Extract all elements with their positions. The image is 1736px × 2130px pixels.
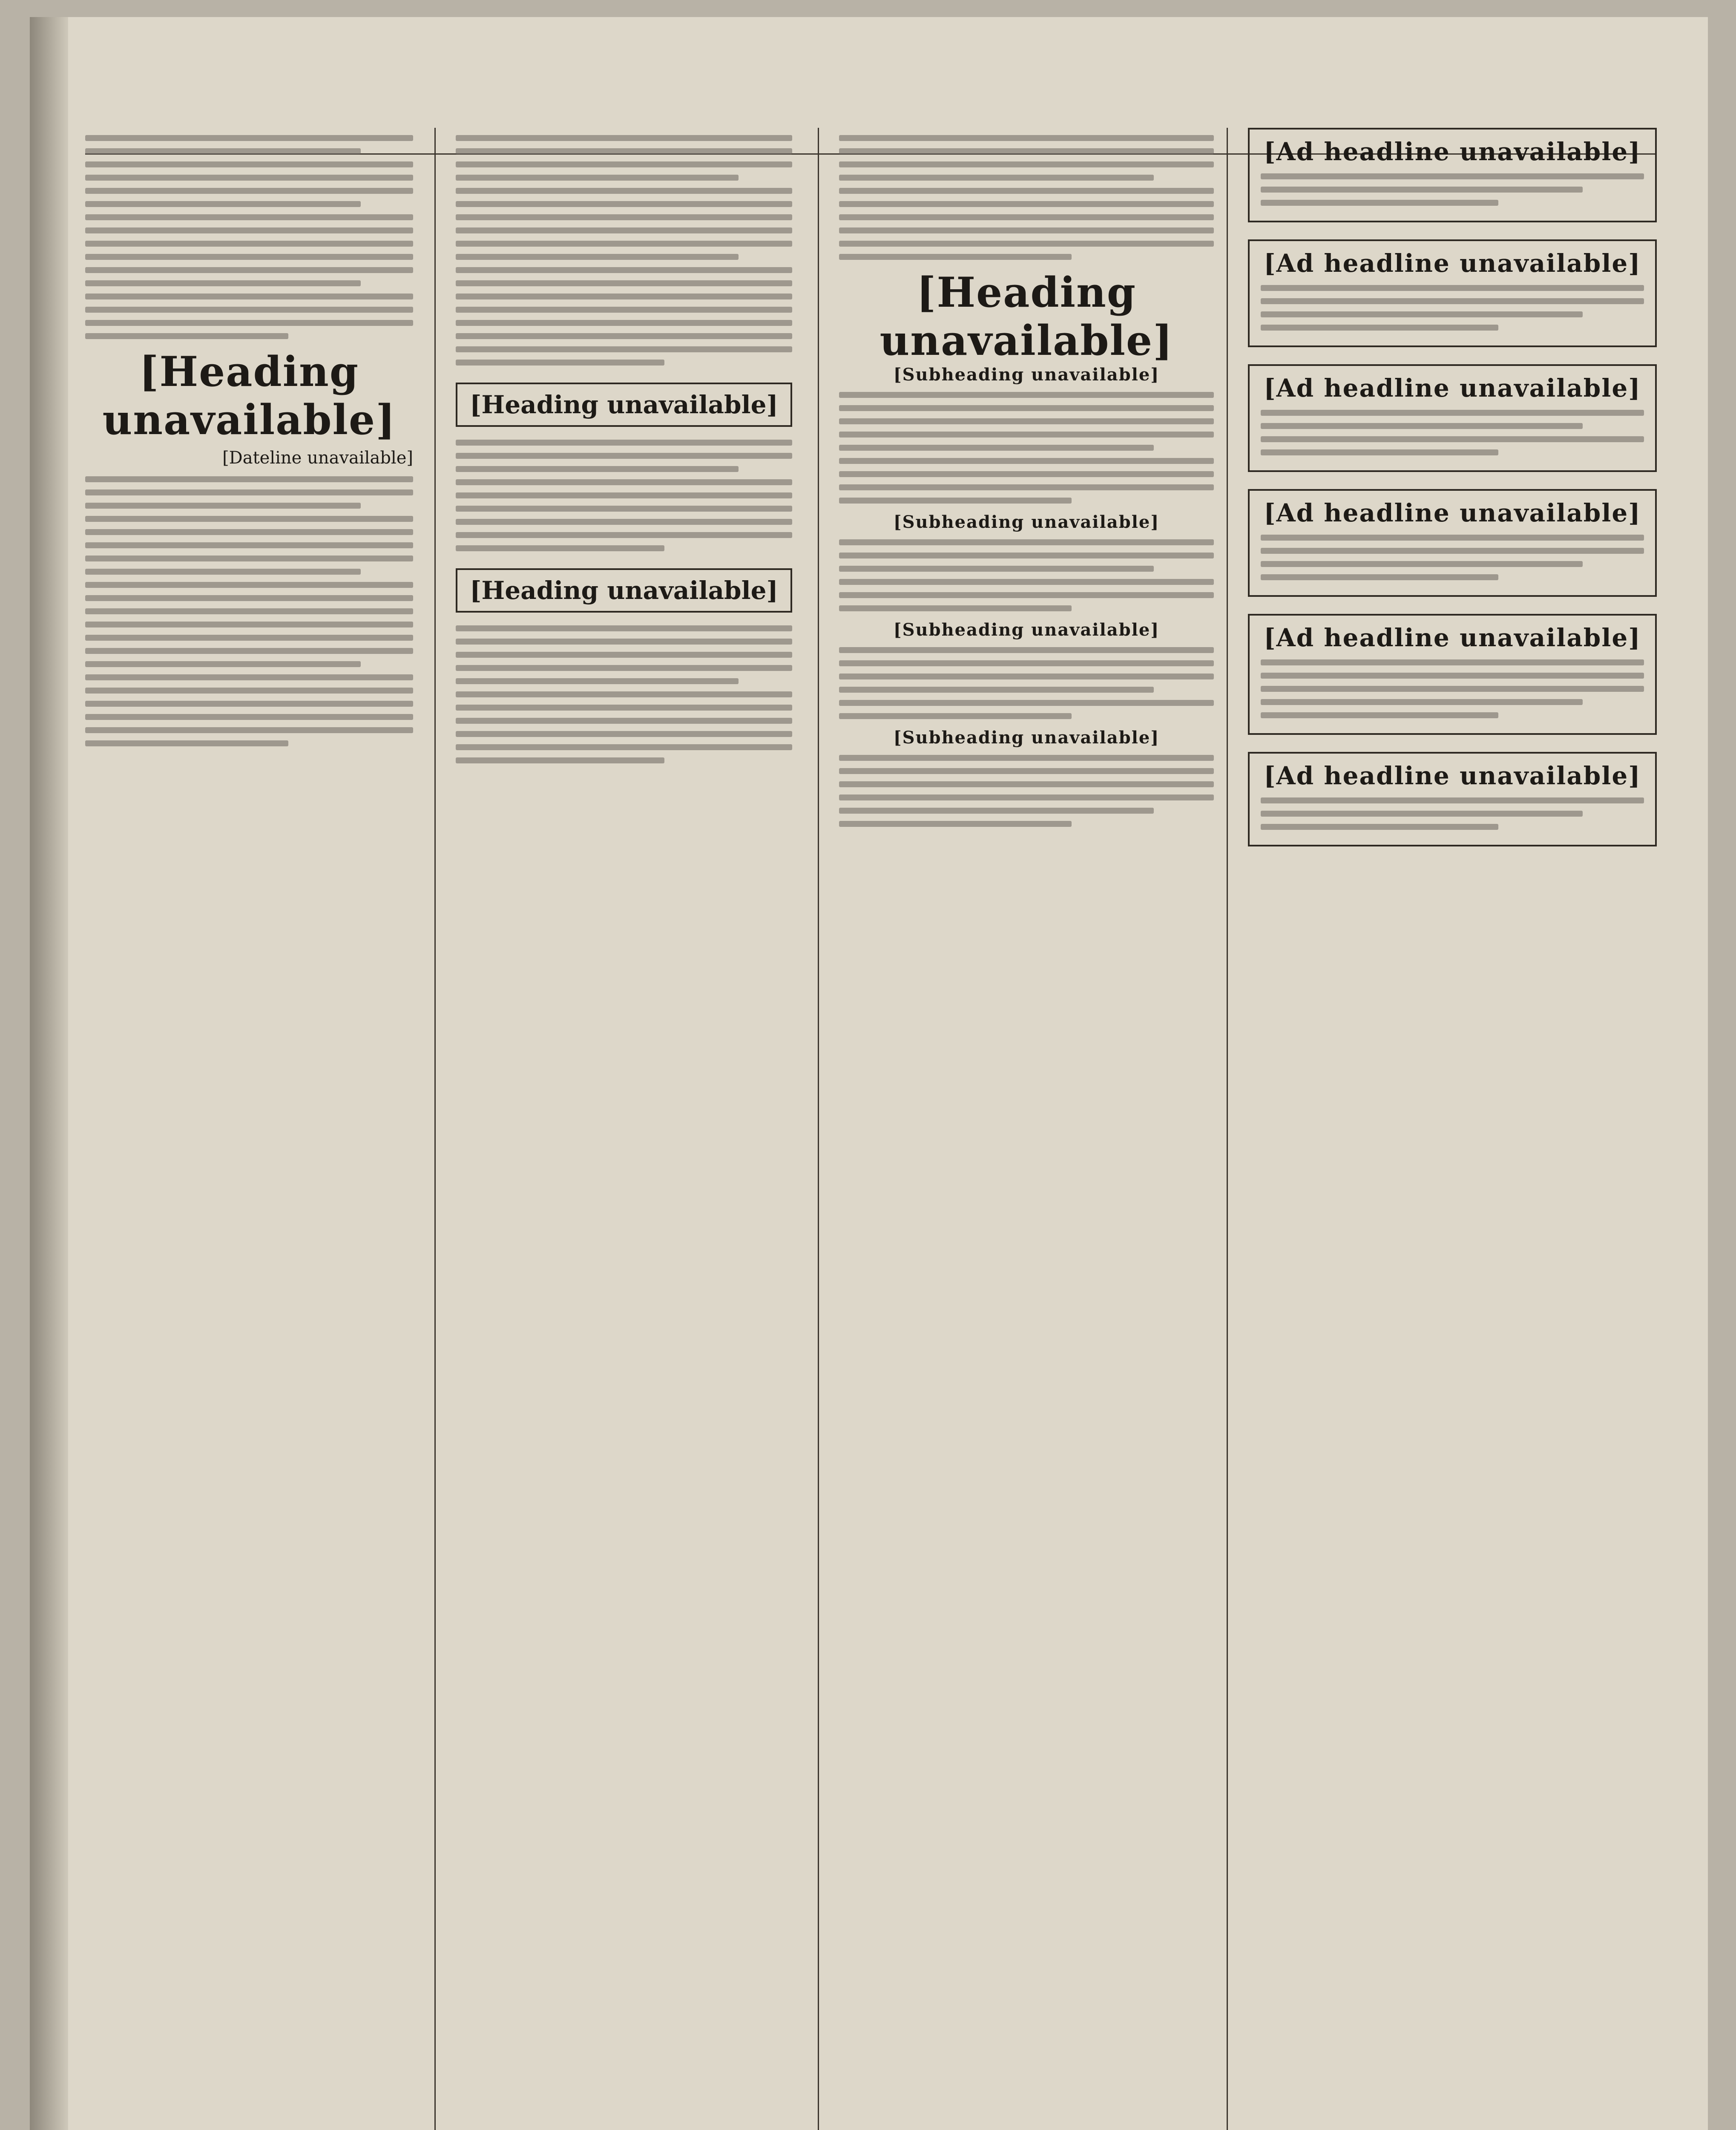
subheading: [Subheading unavailable]: [893, 512, 1160, 532]
column-rule-3: [1227, 128, 1228, 2130]
dateline: [Dateline unavailable]: [222, 448, 413, 468]
advertisement: [1248, 489, 1657, 597]
advertisement: [1248, 752, 1657, 846]
advertisement: [1248, 364, 1657, 472]
column-rule-1: [434, 128, 436, 2130]
text-block: [85, 476, 413, 746]
column-3: [839, 128, 1214, 2130]
text-block: [839, 647, 1214, 719]
newspaper-page: [30, 17, 1708, 2130]
section-box-heading: [Heading unavailable]: [456, 383, 792, 427]
ad-heading: [Ad headline unavailable]: [1264, 761, 1641, 790]
column-4: [1248, 128, 1657, 2130]
column-2: [456, 128, 792, 2130]
text-block: [839, 392, 1214, 504]
ad-heading: [Ad headline unavailable]: [1264, 623, 1641, 652]
ad-heading: [Ad headline unavailable]: [1264, 249, 1641, 278]
advertisement: [1248, 128, 1657, 222]
ad-heading: [Ad headline unavailable]: [1264, 374, 1641, 403]
text-block: [839, 539, 1214, 611]
ad-heading: [Ad headline unavailable]: [1264, 498, 1641, 527]
text-block: [456, 440, 792, 551]
section-heading: [Heading unavailable]: [879, 268, 1173, 365]
column-1: [85, 128, 413, 2130]
subheading: [Subheading unavailable]: [893, 620, 1160, 640]
subheading: [Subheading unavailable]: [893, 728, 1160, 748]
text-block: [456, 625, 792, 763]
section-heading: [Heading unavailable]: [102, 348, 396, 444]
text-block: [85, 135, 413, 339]
section-box-heading: [Heading unavailable]: [456, 568, 792, 613]
advertisement: [1248, 239, 1657, 347]
subheading: [Subheading unavailable]: [893, 365, 1160, 385]
column-rule-2: [818, 128, 819, 2130]
text-block: [839, 755, 1214, 827]
ad-heading: [Ad headline unavailable]: [1264, 137, 1641, 166]
page-spine: [30, 17, 68, 2130]
text-block: [839, 135, 1214, 260]
advertisement: [1248, 614, 1657, 735]
text-block: [456, 135, 792, 366]
